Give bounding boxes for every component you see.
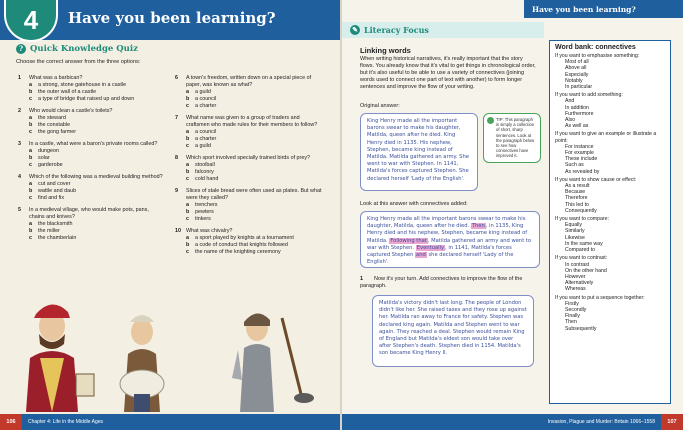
option-text: a charter — [195, 136, 217, 142]
question-number: 6 — [175, 75, 178, 81]
answer-option[interactable] — [175, 136, 325, 143]
option-text: garderobe — [38, 162, 63, 168]
option-text: the gong farmer — [38, 129, 77, 135]
answer-option[interactable] — [18, 129, 168, 136]
question-text: Who would clean a castle's toilets? — [29, 108, 113, 114]
answer-option[interactable] — [18, 148, 168, 155]
quiz-question — [18, 75, 168, 103]
option-letter: b — [186, 136, 190, 142]
page-title: Have you been learning? — [68, 9, 276, 27]
word-bank-heading: If you want to contrast: — [555, 255, 608, 262]
answer-option[interactable] — [18, 195, 168, 202]
word-bank-section — [555, 53, 665, 90]
answer-option[interactable] — [175, 249, 325, 256]
connectives-answer-label: Look at this answer with connectives added: — [360, 201, 468, 207]
word-bank-item: Equally — [565, 222, 583, 229]
answer-option[interactable] — [175, 242, 325, 249]
option-text: solar — [38, 155, 50, 161]
option-letter: a — [186, 89, 189, 95]
improved-part-5: she declared herself 'Lady of the English'. — [367, 252, 514, 266]
option-letter: c — [186, 143, 189, 149]
word-bank-item: However — [565, 273, 586, 280]
right-page-number: 107 — [661, 414, 683, 430]
figure-merchant — [26, 304, 94, 412]
word-bank-item: Above all — [565, 65, 587, 72]
option-letter: a — [186, 235, 189, 241]
answer-option[interactable] — [18, 181, 168, 188]
answer-option[interactable] — [175, 209, 325, 216]
word-bank-section — [555, 295, 665, 332]
question-number: 5 — [18, 207, 21, 213]
option-text: falconry — [195, 169, 214, 175]
right-footer — [342, 414, 683, 430]
option-text: the chamberlain — [38, 235, 77, 241]
figure-peasant-with-shovel — [232, 313, 314, 412]
option-text: a sport played by knights at a tournament — [195, 235, 294, 241]
word-bank-item: These include — [565, 156, 598, 163]
option-text: a guild — [195, 143, 211, 149]
word-bank-item: As revealed by — [565, 168, 600, 175]
word-bank-item: Finally — [565, 313, 580, 320]
quiz-title-text: Quick Knowledge Quiz — [30, 44, 138, 54]
answer-option[interactable] — [18, 96, 168, 103]
answer-option[interactable] — [175, 202, 325, 209]
quiz-question — [18, 174, 168, 202]
option-text: cut and cover — [38, 181, 71, 187]
quiz-question — [175, 75, 325, 110]
option-text: wattle and daub — [38, 188, 77, 194]
word-bank-item: This led to — [565, 201, 589, 208]
question-text: A town's freedom, written down on a special piece of paper, was known as what? — [186, 75, 312, 88]
right-header-tab: Have you been learning? — [524, 0, 683, 18]
question-number: 9 — [175, 188, 178, 194]
option-letter: c — [29, 235, 32, 241]
quiz-instruction: Choose the correct answer from the three options: — [16, 59, 141, 65]
option-text: trenchers — [195, 202, 218, 208]
left-page-number: 106 — [0, 414, 22, 430]
question-text: Which of the following was a medieval building method? — [29, 174, 163, 180]
answer-option[interactable] — [18, 89, 168, 96]
word-bank-section — [555, 255, 665, 292]
word-bank-heading: If you want to add something: — [555, 92, 623, 99]
word-bank-item: Most of all — [565, 59, 589, 66]
answer-option[interactable] — [18, 221, 168, 228]
quiz-question — [18, 141, 168, 169]
left-header-bar — [0, 0, 340, 40]
quiz-question — [175, 188, 325, 223]
question-text: Which sport involved specially trained birds of prey? — [186, 155, 311, 161]
option-text: the blacksmith — [38, 221, 73, 227]
option-text: a guild — [195, 89, 211, 95]
medieval-figures-illustration — [12, 288, 334, 412]
word-bank-item: Such as — [565, 162, 584, 169]
answer-option[interactable] — [175, 103, 325, 110]
option-text: the miller — [38, 228, 60, 234]
word-bank-item: In the same way — [565, 240, 603, 247]
original-answer-label: Original answer: — [360, 103, 400, 109]
word-bank-item: In contrast — [565, 261, 590, 268]
literacy-focus-title-text: Literacy Focus — [364, 25, 429, 35]
answer-option[interactable] — [18, 228, 168, 235]
question-text: In a castle, what were a baron's private rooms called? — [29, 141, 158, 147]
word-bank-section — [555, 92, 665, 129]
word-bank-item: In addition — [565, 104, 589, 111]
right-footer-title: Invasion, Plague and Murder: Britain 1066–1558 — [547, 419, 655, 425]
option-text: stoolball — [195, 162, 215, 168]
answer-option[interactable] — [18, 235, 168, 242]
option-letter: c — [186, 176, 189, 182]
connective-highlight-4: and — [416, 252, 426, 259]
word-bank-item: Therefore — [565, 195, 588, 202]
tip-text: TIP: This paragraph is simply a collection of short, sharp sentences. Look at the paragraph below to see how connectives have improved it. — [496, 117, 535, 159]
option-text: a code of conduct that knights followed — [195, 242, 288, 248]
answer-option[interactable] — [175, 216, 325, 223]
word-bank-item: As a result — [565, 183, 590, 190]
word-bank-heading: If you want to put a sequence together: — [555, 294, 645, 301]
improved-part-3: , Matilda gathered an army and went to war with Stephen. — [367, 237, 532, 251]
option-text: pewters — [195, 209, 214, 215]
question-number: 2 — [18, 108, 21, 114]
improved-part-4: , in 1141, Matilda's forces captured Stephen — [367, 244, 512, 259]
question-icon: ? — [16, 44, 26, 54]
question-number: 1 — [18, 75, 21, 81]
option-text: find and fix — [38, 195, 65, 201]
task-paragraph-box: Matilda's victory didn't last long. The people of London didn't like her. She raised taxes and they rose up against her. Matilda ran away to France for safety. Stephen was declared king again. Matilda and Stephen went to war again. They reached a deal. Stephen would remain King of England but Matilda's eldest son would take over after Stephen's death. Stephen died in 1154. Matilda's son became King Henry II. — [372, 295, 534, 367]
option-letter: a — [186, 202, 189, 208]
option-letter: b — [186, 209, 190, 215]
quiz-column-1 — [18, 75, 168, 247]
word-bank-item: Alternatively — [565, 280, 594, 287]
answer-option[interactable] — [18, 155, 168, 162]
quiz-question — [175, 155, 325, 183]
option-text: a charter — [195, 103, 217, 109]
option-letter: b — [186, 242, 190, 248]
literacy-focus-title — [350, 25, 429, 35]
word-bank-item: For instance — [565, 143, 594, 150]
option-letter: b — [29, 155, 33, 161]
answer-option[interactable] — [175, 143, 325, 150]
word-bank-heading: If you want to emphasise something: — [555, 53, 640, 59]
option-letter: b — [29, 188, 33, 194]
improved-part-1: King Henry made all the important barons swear to make his daughter, Matilda, queen after he died. — [367, 216, 526, 230]
answer-option[interactable] — [18, 115, 168, 122]
word-bank-item: As well as — [565, 123, 589, 130]
option-text: a council — [195, 129, 217, 135]
option-letter: c — [186, 216, 189, 222]
option-letter: a — [186, 129, 189, 135]
word-bank-item: Also — [565, 117, 576, 124]
left-footer — [0, 414, 340, 430]
task-question — [360, 276, 536, 290]
word-bank-item: Furthermore — [565, 110, 594, 117]
option-text: the constable — [38, 122, 71, 128]
option-letter: c — [29, 129, 32, 135]
option-text: the steward — [38, 115, 66, 121]
left-footer-chapter: Chapter 4: Life in the Middle Ages — [28, 419, 104, 425]
connective-highlight-2: Following that — [390, 237, 427, 244]
word-bank-item: In particular — [565, 84, 593, 91]
question-text: What name was given to a group of traders and craftsmen who made rules for their members to follow? — [186, 115, 318, 128]
word-bank-item: Because — [565, 189, 586, 196]
word-bank-heading: If you want to give an example or illustrate a point: — [555, 131, 657, 144]
task-text: Now it's your turn. Add connectives to improve the flow of the paragraph. — [360, 276, 523, 289]
option-text: cold hand — [195, 176, 219, 182]
option-letter: c — [29, 96, 32, 102]
answer-option[interactable] — [175, 129, 325, 136]
option-text: tinkers — [195, 216, 211, 222]
word-bank-item: Compared to — [565, 247, 595, 254]
original-answer-box: King Henry made all the important barons swear to make his daughter, Matilda, queen after he died. King Henry died in 1135. His nephew, Stephen, became king instead of Matilda. Matilda gathered an army. She went to war with Stephen. In 1141, Matilda's forces captured Stephen. She declared herself 'Lady of the English'. — [360, 113, 478, 191]
question-text: What was chivalry? — [186, 228, 233, 234]
question-number: 8 — [175, 155, 178, 161]
connective-highlight-1: Then — [471, 223, 485, 230]
word-bank-heading: If you want to compare: — [555, 216, 609, 223]
word-bank-item: Notably — [565, 77, 583, 84]
word-bank-item: Likewise — [565, 234, 585, 241]
word-bank-title: Word bank: connectives — [555, 44, 636, 51]
word-bank-item: Secondly — [565, 306, 587, 313]
option-text: a type of bridge that raised up and down — [38, 96, 135, 102]
option-letter: c — [186, 249, 189, 255]
word-bank-panel — [549, 40, 671, 404]
option-letter: a — [29, 115, 32, 121]
option-text: the outer wall of a castle — [38, 89, 97, 95]
option-letter: c — [186, 103, 189, 109]
answer-option[interactable] — [175, 162, 325, 169]
answer-option[interactable] — [18, 82, 168, 89]
word-bank-item: Subsequently — [565, 325, 597, 332]
quiz-column-2 — [175, 75, 325, 261]
word-bank-item: And — [565, 98, 575, 105]
linking-words-intro: When writing historical narratives, it's really important that the story flows. You already know that it's vital to get things in chronological order, but it's also useful to be able to use a variety of connectives (joining words used to connect one part of text with another) to form longer sentences and improve the flow of your writing. — [360, 56, 536, 90]
option-letter: a — [186, 162, 189, 168]
option-text: a strong, stone gatehouse in a castle — [38, 82, 127, 88]
option-letter: b — [186, 96, 190, 102]
option-letter: b — [29, 228, 33, 234]
word-bank-heading: If you want to show cause or effect: — [555, 176, 637, 183]
answer-option[interactable] — [175, 89, 325, 96]
quiz-question — [175, 228, 325, 256]
word-bank-item: Firstly — [565, 300, 579, 307]
quiz-title — [16, 44, 138, 54]
improved-part-2: , in 1135, King Henry died and his nephew, Stephen, became king instead of Matilda. — [367, 223, 528, 244]
book-icon: ✎ — [350, 25, 360, 35]
answer-option[interactable] — [18, 122, 168, 129]
word-bank-item: Then — [565, 319, 577, 326]
question-text: In a medieval village, who would make pots, pans, chains and knives? — [29, 207, 149, 220]
answer-option[interactable] — [18, 162, 168, 169]
word-bank-item: Especially — [565, 71, 589, 78]
word-bank-item: On the other hand — [565, 267, 607, 274]
question-text: Slices of stale bread were often used as plates. But what were they called? — [186, 188, 322, 201]
connective-highlight-3: Eventually — [416, 244, 445, 251]
figure-baker — [120, 315, 164, 412]
question-number: 10 — [175, 228, 181, 234]
word-bank-item: Whereas — [565, 286, 586, 293]
word-bank-section — [555, 216, 665, 253]
answer-option[interactable] — [175, 169, 325, 176]
option-letter: b — [29, 89, 33, 95]
word-bank-item: Similarly — [565, 228, 585, 235]
task-number: 1 — [360, 276, 364, 282]
word-bank-item: Consequently — [565, 207, 597, 214]
option-text: dungeon — [38, 148, 59, 154]
answer-option[interactable] — [18, 188, 168, 195]
option-text: the name of the knighting ceremony — [195, 249, 281, 255]
option-text: a council — [195, 96, 217, 102]
question-number: 7 — [175, 115, 178, 121]
option-letter: a — [29, 82, 32, 88]
question-number: 3 — [18, 141, 21, 147]
option-letter: b — [29, 122, 33, 128]
option-letter: c — [29, 195, 32, 201]
word-bank-section — [555, 131, 665, 174]
quiz-question — [18, 108, 168, 136]
chapter-number: 4 — [4, 0, 58, 42]
linking-words-heading: Linking words — [360, 46, 411, 55]
tip-icon — [487, 117, 494, 124]
word-bank-item: For example — [565, 150, 594, 157]
option-letter: b — [186, 169, 190, 175]
quiz-question — [18, 207, 168, 242]
answer-option[interactable] — [175, 235, 325, 242]
answer-option[interactable] — [175, 96, 325, 103]
tip-box — [483, 113, 541, 163]
option-letter: a — [29, 221, 32, 227]
question-number: 4 — [18, 174, 21, 180]
option-letter: a — [29, 181, 32, 187]
connectives-answer-box — [360, 211, 540, 268]
option-letter: c — [29, 162, 32, 168]
word-bank-section — [555, 177, 665, 214]
quiz-question — [175, 115, 325, 150]
question-text: What was a barbican? — [29, 75, 83, 81]
option-letter: a — [29, 148, 32, 154]
answer-option[interactable] — [175, 176, 325, 183]
